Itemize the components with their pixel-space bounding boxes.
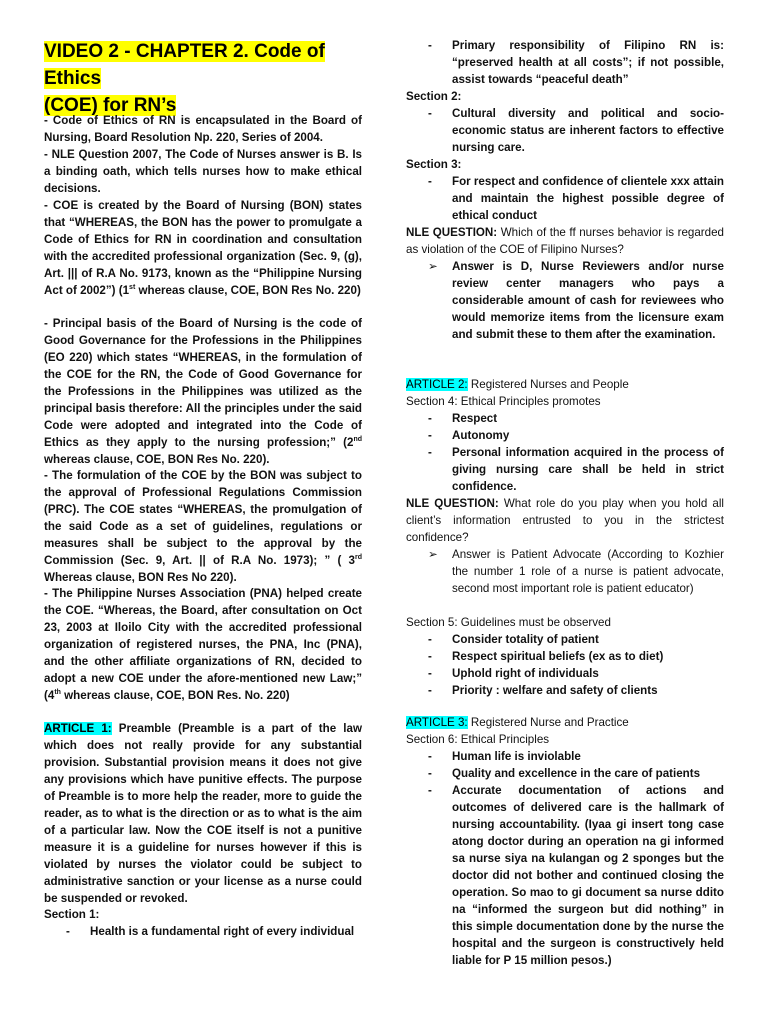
- para-pna: - The Philippine Nurses Association (PNA) helped create the COE. “Whereas, the Board, after consultation on Oct 23, 2003 at Iloilo City with the accredited professional organization of registered nurses, the PNA, Inc (PNA), and the other affiliate organizations of RN, decided to adopt a new COE under the afore-mentioned new Law;” (4th whereas clause, COE, BON Res. No. 220): [44, 587, 362, 702]
- para-coe-encapsulated: - Code of Ethics of RN is encapsulated in the Board of Nursing, Board Resolution Np. 220, Series of 2004.: [44, 114, 362, 144]
- para-prc-approval: - The formulation of the COE by the BON was subject to the approval of Professional Regulations Commission (PRC). The COE states “WHEREAS, the promulgation of the said Code as a set of guidelines, regulations or measures shall be subject to the approval by the Commission (Sec. 9, Art. || of R.A No. 1973); ” ( 3rd Whereas clause, BON Res No 220).: [44, 469, 362, 584]
- arrow-bullet-icon: ➢: [428, 548, 438, 561]
- dash-bullet: -: [428, 767, 432, 780]
- dash-bullet: -: [428, 784, 432, 797]
- dash-bullet: -: [428, 667, 432, 680]
- para-principal-basis: - Principal basis of the Board of Nursing is the code of Good Governance for the Professions in the Philippines (EO 220) which states “WHEREAS, in the formulation of the COE for the RN, the Code of Good Governance for the Professions in the Philippines was utilized as the principal basis therefore: All the principles under the said Code were adopted and integrated into the Code of Ethics as they apply to the nursing profession;” (2nd whereas clause, COE, BON Res No. 220).: [44, 317, 362, 466]
- article-2-label: ARTICLE 2:: [406, 378, 468, 391]
- dash-bullet: -: [428, 39, 432, 52]
- list-item: - Priority : welfare and safety of clients: [428, 684, 658, 697]
- section-4-heading: Section 4: Ethical Principles promotes: [406, 395, 601, 408]
- arrow-bullet-icon: ➢: [428, 260, 438, 273]
- dash-bullet: -: [428, 684, 432, 697]
- article-3-label: ARTICLE 3:: [406, 716, 468, 729]
- list-item: - Uphold right of individuals: [428, 667, 599, 680]
- page-title: [44, 38, 362, 119]
- list-item: - Quality and excellence in the care of patients: [428, 767, 701, 780]
- article-3-heading: ARTICLE 3: Registered Nurse and Practice: [406, 716, 629, 729]
- section-2-heading: Section 2:: [406, 90, 462, 103]
- dash-bullet: -: [428, 750, 432, 763]
- list-item: - Primary responsibility of Filipino RN is: “preserved health at all costs”; if not possible, assist towards “peaceful death”: [428, 39, 724, 86]
- dash-bullet: -: [428, 446, 432, 459]
- dash-bullet: -: [428, 175, 432, 188]
- section-5-heading: Section 5: Guidelines must be observed: [406, 616, 611, 629]
- dash-bullet: -: [428, 650, 432, 663]
- dash-bullet: -: [428, 429, 432, 442]
- nle-question-2: NLE QUESTION: What role do you play when you hold all client’s information entrusted to you in the strictest confidence?: [406, 497, 725, 544]
- article-1-preamble: ARTICLE 1: Preamble (Preamble is a part of the law which does not really provide for any substantial provision. Substantial provision means it does not give any provisions which have punitive effects. The purpose of Preamble is to more help the reader, more to guide the reader, as to what is the direction or as to what is the aim of a particular law. Now the COE itself is not a punitive measure it is a guideline for nurses however if this is violated by nurses the violator could be subject to administrative sanction or your license as a nurse could be suspended or revoked.: [44, 722, 362, 905]
- dash-bullet: -: [428, 412, 432, 425]
- article-1-label: ARTICLE 1:: [44, 722, 112, 735]
- list-item: - Personal information acquired in the process of giving nursing care shall be held in strict confidence.: [428, 446, 724, 493]
- list-item: - Health is a fundamental right of every individual: [66, 925, 355, 938]
- section-6-heading: Section 6: Ethical Principles: [406, 733, 550, 746]
- para-nle-2007: - NLE Question 2007, The Code of Nurses answer is B. Is a binding oath, which tells nurses how to make ethical decisions.: [44, 148, 362, 195]
- list-item: - Respect spiritual beliefs (ex as to diet): [428, 650, 664, 663]
- list-item: - Accurate documentation of actions and outcomes of delivered care is the hallmark of nursing accountability. (Iyaa gi insert tong case atong doctor during an operation na gi informed sa nurse siya na kulangan og 2 sponges but the doctor did not bother and continued closing the operation. So mao to gi document sa nurse ddito na “informed the surgeon but did nothing” in this simple documentation done by the nurse the hospital and the surgeon is constructively held liable for P 15 million pesos.): [428, 784, 724, 967]
- nle-question-1: NLE QUESTION: Which of the ff nurses behavior is regarded as violation of the COE of Filipino Nurses?: [406, 226, 724, 256]
- answer-item: ➢ Answer is D, Nurse Reviewers and/or nurse review center managers who pays a considerable amount of cash for reviewees who would memorize items from the licensure exam and submit these to them after the examination.: [428, 260, 724, 341]
- list-item: - For respect and confidence of clientele xxx attain and maintain the highest possible degree of ethical conduct: [428, 175, 724, 222]
- list-item: - Consider totality of patient: [428, 633, 599, 646]
- list-item: - Cultural diversity and political and socio-economic status are inherent factors to effective nursing care.: [428, 107, 724, 154]
- title-line-1: VIDEO 2 - CHAPTER 2. Code of Ethics: [44, 41, 325, 89]
- dash-bullet: -: [66, 925, 70, 938]
- section-3-heading: Section 3:: [406, 158, 462, 171]
- dash-bullet: -: [428, 107, 432, 120]
- article-2-heading: ARTICLE 2: Registered Nurses and People: [406, 378, 629, 391]
- list-item: - Autonomy: [428, 429, 510, 442]
- dash-bullet: -: [428, 633, 432, 646]
- para-coe-created-by-bon: - COE is created by the Board of Nursing (BON) states that “WHEREAS, the BON has the power to promulgate a Code of Ethics for RN in coordination and consultation with the accredited professional organization (Sec. 9, (g), Art. ||| of R.A No. 9173, known as the “Philippine Nursing Act of 2002”) (1st whereas clause, COE, BON Res No. 220): [44, 199, 362, 297]
- title-line-2: (COE) for RN’s: [44, 95, 177, 116]
- list-item: - Human life is inviolable: [428, 750, 581, 763]
- section-1-heading: Section 1:: [44, 908, 100, 921]
- answer-item: ➢ Answer is Patient Advocate (According to Kozhier the number 1 role of a nurse is patient advocate, second most important role is patient educator): [428, 548, 724, 595]
- list-item: - Respect: [428, 412, 498, 425]
